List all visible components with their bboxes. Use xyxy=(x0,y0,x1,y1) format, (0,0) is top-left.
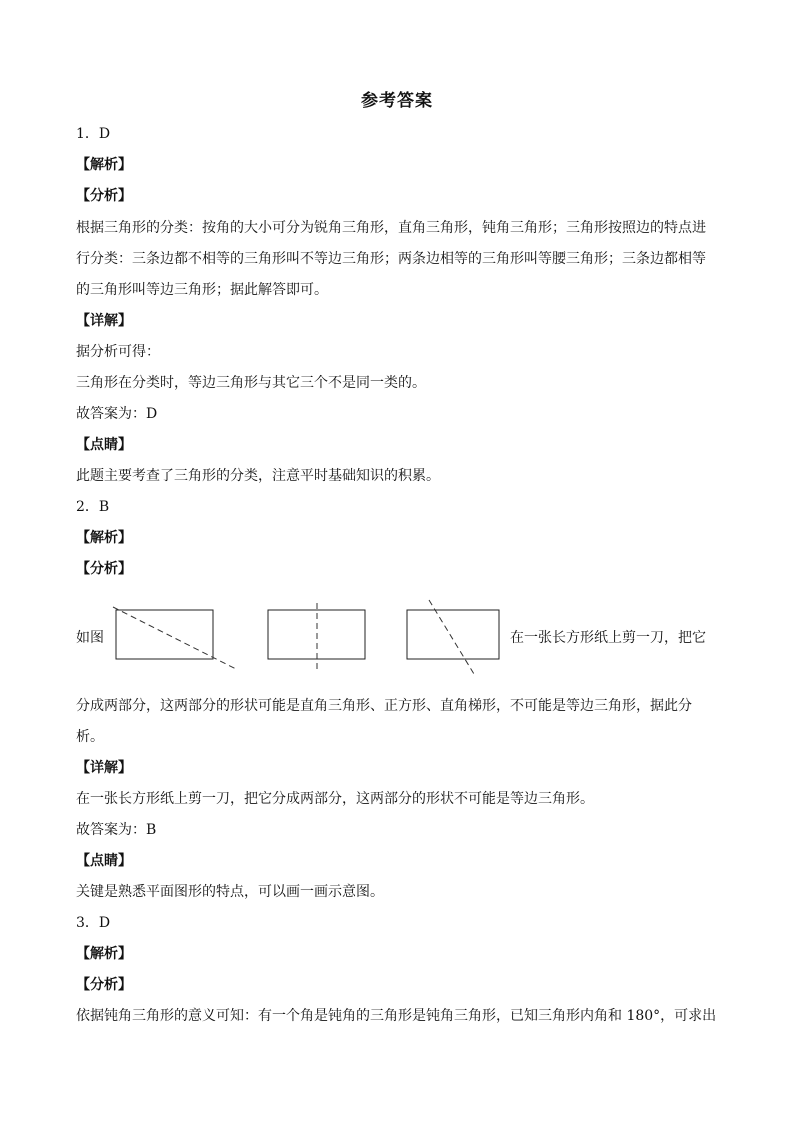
figure-label-left: 如图 xyxy=(76,630,104,646)
rect-slanted-cut xyxy=(407,610,499,659)
q1-xiangjie-heading: 【详解】 xyxy=(76,313,132,329)
cut-line-slanted xyxy=(429,600,474,674)
q2-fenxi-text-1: 分成两部分，这两部分的形状可能是直角三角形、正方形、直角梯形，不可能是等边三角形，据此分 xyxy=(76,698,692,714)
q2-dianjing-text: 关键是熟悉平面图形的特点，可以画一画示意图。 xyxy=(76,884,384,900)
figure-label-right: 在一张长方形纸上剪一刀，把它 xyxy=(510,630,706,646)
q1-xiangjie-text-2: 三角形在分类时，等边三角形与其它三个不是同一类的。 xyxy=(76,375,426,391)
page-title: 参考答案 xyxy=(361,91,433,111)
q2-fenxi-heading: 【分析】 xyxy=(76,561,132,577)
q2-xiangjie-heading: 【详解】 xyxy=(76,760,132,776)
q1-answer: 故答案为：D xyxy=(76,406,158,422)
q2-jiexi-heading: 【解析】 xyxy=(76,530,132,546)
q2-xiangjie-text-1: 在一张长方形纸上剪一刀，把它分成两部分，这两部分的形状不可能是等边三角形。 xyxy=(76,791,594,807)
rect-diagonal-cut xyxy=(116,610,213,659)
q1-answer-number: 1．D xyxy=(76,126,111,142)
q3-fenxi-text-1: 依据钝角三角形的意义可知：有一个角是钝角的三角形是钝角三角形，已知三角形内角和 180°，可求出 xyxy=(76,1008,717,1024)
cut-line-diagonal xyxy=(113,607,236,669)
q2-fenxi-text-2: 析。 xyxy=(76,729,104,745)
q1-dianjing-heading: 【点睛】 xyxy=(76,437,132,453)
q2-answer: 故答案为：B xyxy=(76,822,157,838)
q2-dianjing-heading: 【点睛】 xyxy=(76,853,132,869)
q1-xiangjie-text-1: 据分析可得： xyxy=(76,344,160,360)
q1-fenxi-text-2: 行分类：三条边都不相等的三角形叫不等边三角形；两条边相等的三角形叫等腰三角形；三条边都相等 xyxy=(76,251,706,267)
q3-fenxi-heading: 【分析】 xyxy=(76,977,132,993)
q1-fenxi-text-3: 的三角形叫等边三角形；据此解答即可。 xyxy=(76,282,328,298)
q1-fenxi-heading: 【分析】 xyxy=(76,188,132,204)
q3-jiexi-heading: 【解析】 xyxy=(76,946,132,962)
q3-answer-number: 3．D xyxy=(76,915,111,931)
q1-jiexi-heading: 【解析】 xyxy=(76,157,132,173)
q2-answer-number: 2．B xyxy=(76,499,110,515)
q1-dianjing-text: 此题主要考查了三角形的分类，注意平时基础知识的积累。 xyxy=(76,468,440,484)
q1-fenxi-text-1: 根据三角形的分类：按角的大小可分为锐角三角形，直角三角形，钝角三角形；三角形按照边的特点进 xyxy=(76,220,706,236)
